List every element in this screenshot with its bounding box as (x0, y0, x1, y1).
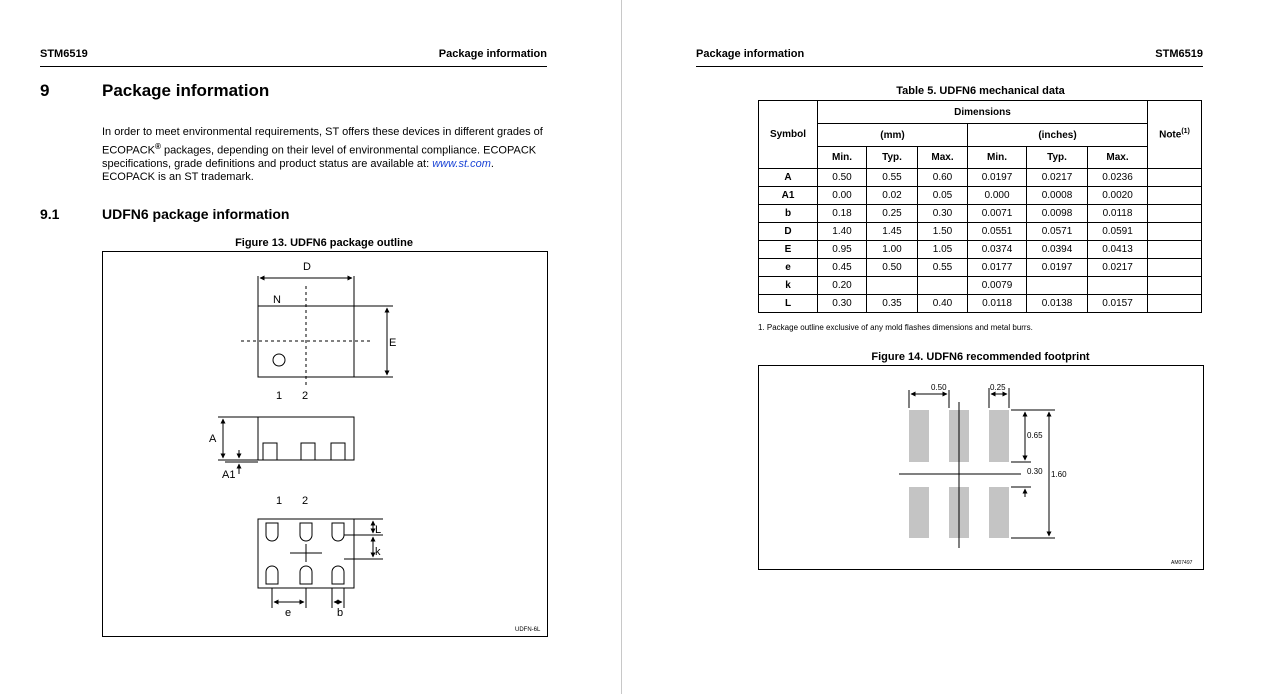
note-header: Note$^{(1)}$ (1148, 101, 1202, 169)
inches-header: (inches) (968, 124, 1148, 147)
value-cell: 0.60 (918, 169, 968, 187)
table-row (759, 277, 1202, 295)
label-E: E (389, 337, 397, 349)
figure-13-code: UDFN-6L (515, 627, 541, 633)
label-A: A (209, 433, 217, 445)
value-cell: 0.55 (867, 169, 918, 187)
table-row (759, 187, 1202, 205)
dim-0-65: 0.65 (1027, 431, 1043, 440)
value-cell: 0.0020 (1088, 187, 1148, 205)
note-cell (1148, 277, 1202, 295)
table-row (759, 223, 1202, 241)
value-cell: 0.0118 (968, 295, 1027, 313)
intro-line-3: specifications, grade definitions and product status are available at: www.st.com. (102, 157, 494, 170)
left-page (0, 0, 621, 694)
mechanical-data-table (758, 100, 1202, 313)
subsection-number: 9.1 (40, 206, 60, 222)
value-cell: 0.55 (918, 259, 968, 277)
value-cell: 0.0591 (1088, 223, 1148, 241)
table-row (759, 259, 1202, 277)
symbol-cell: D (759, 223, 818, 241)
label-N: N (273, 294, 281, 306)
value-cell: 0.000 (968, 187, 1027, 205)
value-cell: 0.0008 (1027, 187, 1088, 205)
figure-14-code: AM07497 (1171, 560, 1193, 566)
note-cell (1148, 187, 1202, 205)
symbol-header: Symbol (759, 101, 818, 169)
note-cell (1148, 259, 1202, 277)
value-cell: 0.0098 (1027, 205, 1088, 223)
value-cell: 0.30 (818, 295, 867, 313)
value-cell (1088, 277, 1148, 295)
value-cell: 0.05 (918, 187, 968, 205)
subheader-row (759, 147, 1202, 169)
figure-14-caption: Figure 14. UDFN6 recommended footprint (871, 351, 1090, 363)
value-cell: 0.95 (818, 241, 867, 259)
value-cell: 0.18 (818, 205, 867, 223)
mm-header: (mm) (818, 124, 968, 147)
value-cell: 0.0413 (1088, 241, 1148, 259)
intro-line-4: ECOPACK is an ST trademark. (102, 171, 254, 184)
value-cell: 0.0157 (1088, 295, 1148, 313)
value-cell: 0.0197 (1027, 259, 1088, 277)
value-cell: 0.0177 (968, 259, 1027, 277)
figure-13-caption: Figure 13. UDFN6 package outline (235, 237, 413, 249)
subsection-title: UDFN6 package information (102, 206, 290, 222)
value-cell: 1.45 (867, 223, 918, 241)
note-cell (1148, 169, 1202, 187)
value-cell: 0.00 (818, 187, 867, 205)
table-row (759, 169, 1202, 187)
value-cell: 1.40 (818, 223, 867, 241)
value-cell (918, 277, 968, 295)
symbol-cell: b (759, 205, 818, 223)
value-cell: 0.50 (867, 259, 918, 277)
symbol-cell: E (759, 241, 818, 259)
value-cell: 0.50 (818, 169, 867, 187)
table-footnote: 1. Package outline exclusive of any mold flashes dimensions and metal burrs. (758, 323, 1033, 332)
subheader-cell: Min. (968, 147, 1027, 169)
value-cell: 0.0118 (1088, 205, 1148, 223)
symbol-cell: k (759, 277, 818, 295)
value-cell: 0.0217 (1027, 169, 1088, 187)
value-cell (867, 277, 918, 295)
label-k: k (375, 546, 381, 558)
table-row (759, 241, 1202, 259)
note-cell (1148, 241, 1202, 259)
dim-1-60: 1.60 (1051, 470, 1067, 479)
dim-0-30: 0.30 (1027, 467, 1043, 476)
intro-line-1: In order to meet environmental requirements, ST offers these devices in different grades of (102, 126, 543, 138)
header-right-doc-id: STM6519 (1155, 48, 1203, 60)
note-cell (1148, 295, 1202, 313)
figure-14-footprint (758, 365, 1204, 570)
symbol-cell: A (759, 169, 818, 187)
package-outline-drawing (103, 252, 547, 636)
label-D: D (303, 261, 311, 273)
value-cell: 0.0079 (968, 277, 1027, 295)
value-cell: 0.0197 (968, 169, 1027, 187)
symbol-cell: L (759, 295, 818, 313)
table-body (759, 169, 1202, 313)
value-cell: 0.0217 (1088, 259, 1148, 277)
header-right-section: Package information (438, 48, 547, 60)
label-pin-2-top: 2 (302, 390, 309, 402)
figure-13-package-outline (102, 251, 548, 637)
subheader-cell: Max. (918, 147, 968, 169)
header-left-section: Package information (696, 48, 805, 60)
label-e: e (285, 607, 292, 619)
value-cell (1027, 277, 1088, 295)
symbol-cell: e (759, 259, 818, 277)
value-cell: 0.0394 (1027, 241, 1088, 259)
header-rule (696, 66, 1203, 67)
footprint-drawing (759, 366, 1203, 569)
value-cell: 0.25 (867, 205, 918, 223)
header-rule (40, 66, 547, 67)
label-L: L (375, 524, 382, 536)
value-cell: 0.0374 (968, 241, 1027, 259)
dimensions-header: Dimensions (818, 101, 1148, 124)
right-page (622, 0, 1262, 694)
value-cell: 0.0236 (1088, 169, 1148, 187)
label-pin-1-bottom: 1 (276, 495, 283, 507)
st-website-link[interactable]: www.st.com (432, 157, 491, 170)
label-A1: A1 (222, 469, 236, 481)
label-pin-1-top: 1 (276, 390, 283, 402)
value-cell: 0.0571 (1027, 223, 1088, 241)
subheader-cell: Typ. (1027, 147, 1088, 169)
subheader-cell: Min. (818, 147, 867, 169)
intro-line-2: ECOPACK® packages, depending on their level of environmental compliance. ECOPACK (102, 141, 537, 157)
note-cell (1148, 223, 1202, 241)
value-cell: 0.20 (818, 277, 867, 295)
section-number: 9 (40, 81, 50, 100)
value-cell: 0.35 (867, 295, 918, 313)
subheader-cell: Typ. (867, 147, 918, 169)
value-cell: 1.05 (918, 241, 968, 259)
dim-0-25: 0.25 (990, 383, 1006, 392)
table-5-caption: Table 5. UDFN6 mechanical data (896, 85, 1065, 97)
table-row (759, 295, 1202, 313)
value-cell: 1.00 (867, 241, 918, 259)
value-cell: 0.40 (918, 295, 968, 313)
dim-0-50: 0.50 (931, 383, 947, 392)
value-cell: 1.50 (918, 223, 968, 241)
value-cell: 0.0551 (968, 223, 1027, 241)
table-row (759, 205, 1202, 223)
value-cell: 0.0071 (968, 205, 1027, 223)
section-title: Package information (102, 81, 270, 100)
symbol-cell: A1 (759, 187, 818, 205)
subheader-cell: Max. (1088, 147, 1148, 169)
label-b: b (337, 607, 344, 619)
intro-paragraph (102, 126, 552, 185)
header-left-doc-id: STM6519 (40, 48, 88, 60)
value-cell: 0.0138 (1027, 295, 1088, 313)
value-cell: 0.02 (867, 187, 918, 205)
label-pin-2-bottom: 2 (302, 495, 309, 507)
value-cell: 0.45 (818, 259, 867, 277)
note-cell (1148, 205, 1202, 223)
value-cell: 0.30 (918, 205, 968, 223)
